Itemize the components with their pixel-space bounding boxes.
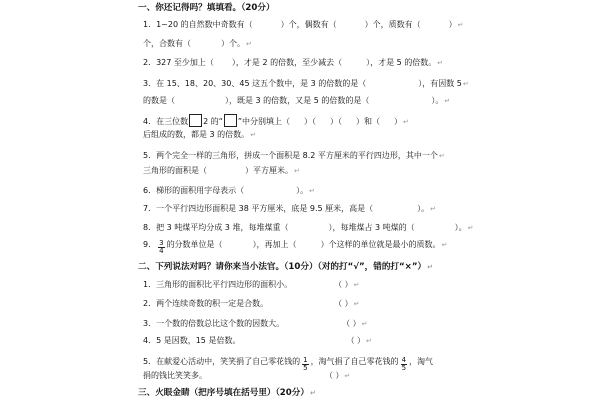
question-9: 9． $\frac{3}{4}$ 的分数单位是（ ），再加上（ ）个这样的单位就是最小的质数。↵ <box>143 239 448 255</box>
statement-5-line-1: 5．在献爱心活动中，笑笑捐了自己零花钱的 $\frac{1}{5}$ ，淘气捐了自己零花钱的 $\frac{4}{5}$ ，淘气 <box>143 356 434 372</box>
judge-blank-3[interactable]: （ ） <box>342 319 361 328</box>
question-1-line-1: 1．1~20 的自然数中奇数有（ ）个，偶数有（ ）个，质数有（ ）↵ <box>143 20 464 29</box>
question-6: 6．梯形的面积用字母表示（ ）。↵ <box>143 186 315 195</box>
fraction-one-fifth: $\frac{1}{5}$ <box>303 356 308 372</box>
question-4-line-1: 4．在三位数 2 的“ ”中分别填上（ ）（ ）（ ）和（ ）↵ <box>143 114 409 127</box>
question-4-line-2: 后组成的数，都是 3 的倍数。↵ <box>143 130 257 139</box>
question-5-line-1: 5．两个完全一样的三角形，拼成一个面积是 8.2 平方厘米的平行四边形，其中一个↵ <box>143 151 445 160</box>
question-8: 8．把 3 吨煤平均分成 3 堆，每堆煤重（ ），每堆煤占 3 吨煤的（ ）。↵ <box>143 223 474 232</box>
question-3-line-2: 的数是（ ），既是 3 的倍数，又是 5 的倍数的是（ ）。↵ <box>143 96 451 105</box>
question-2: 2．327 至少加上（ ），才是 2 的倍数，至少减去（ ），才是 5 的倍数。↵ <box>143 58 444 67</box>
statement-5-line-2: 捐的钱比笑笑多。 （ ）↵ <box>143 371 351 380</box>
judge-blank-1[interactable]: （ ） <box>334 280 353 289</box>
judge-blank-5[interactable]: （ ） <box>325 371 344 380</box>
statement-1: 1．三角形的面积比平行四边形的面积小。 （ ）↵ <box>143 280 360 289</box>
question-5-line-2: 三角形的面积是（ ）平方厘米。↵ <box>143 166 300 175</box>
section-2-title: 二、下列说法对吗？请你来当小法官。（10分）（对的打“√”，错的打“×”）↵ <box>138 262 433 272</box>
statement-3: 3．一个数的倍数总比这个数的因数大。 （ ）↵ <box>143 319 368 328</box>
statement-4: 4．5 是因数，15 是倍数。 （ ）↵ <box>143 336 372 345</box>
blank-box-1[interactable] <box>189 114 202 127</box>
statement-2: 2．两个连续奇数的积一定是合数。 （ ）↵ <box>143 299 360 308</box>
judge-blank-4[interactable]: （ ） <box>346 336 365 345</box>
question-3-line-1: 3．在 15、18、20、30、45 这五个数中，是 3 的倍数的是（ ），有因数 5↵ <box>143 79 469 88</box>
question-7: 7．一个平行四边形面积是 38 平方厘米，底是 9.5 厘米，高是（ ）。↵ <box>143 204 437 213</box>
question-1-line-2: 个，合数有（ ）个。↵ <box>143 39 252 48</box>
judge-blank-2[interactable]: （ ） <box>334 299 353 308</box>
section-3-title: 三、火眼金睛（把序号填在括号里）（20分）↵ <box>138 388 316 398</box>
section-1-title: 一、你还记得吗？填填看。（20分） <box>138 3 275 13</box>
blank-box-2[interactable] <box>224 114 237 127</box>
fraction-four-fifths: $\frac{4}{5}$ <box>401 356 407 372</box>
fraction-three-quarters: $\frac{3}{4}$ <box>159 239 164 255</box>
